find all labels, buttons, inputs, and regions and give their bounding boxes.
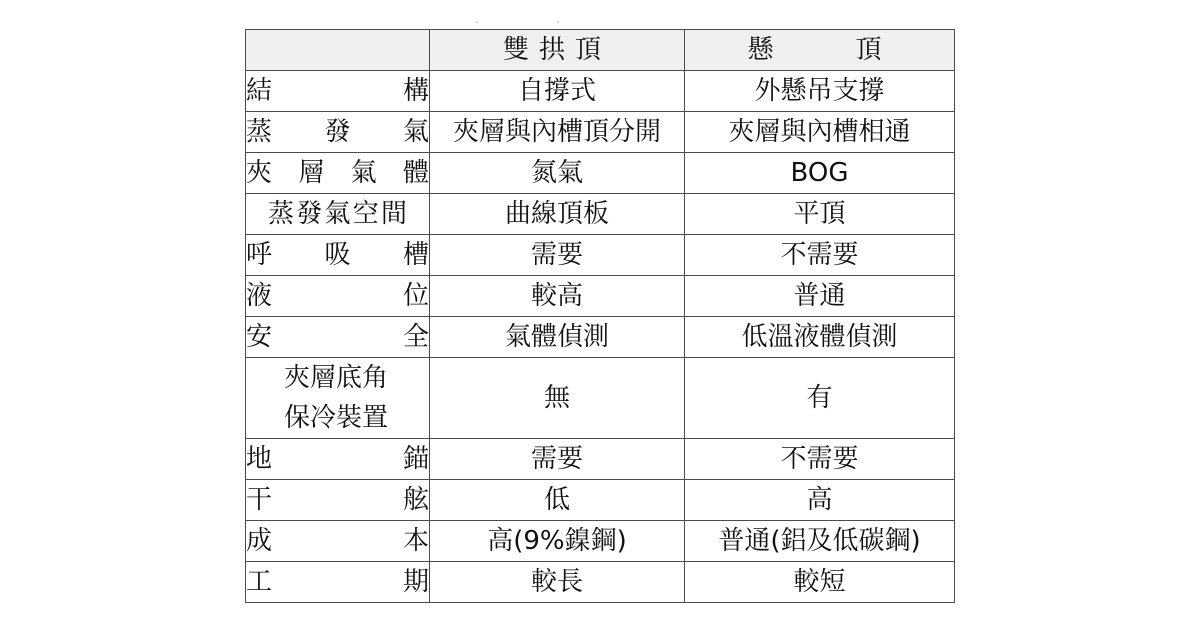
row-label: 蒸 發 氣	[246, 112, 430, 153]
cell-suspended-deck: 不需要	[685, 439, 955, 480]
table-row	[246, 71, 955, 112]
scan-dot	[557, 21, 559, 23]
cell-double-dome: 曲線頂板	[430, 194, 685, 235]
header-double-dome: 雙拱頂	[430, 30, 685, 71]
cell-double-dome: 較高	[430, 276, 685, 317]
cell-double-dome: 氣體偵測	[430, 317, 685, 358]
row-label: 地 錨	[246, 439, 430, 480]
cell-suspended-deck: 普通(鋁及低碳鋼)	[685, 521, 955, 562]
cell-suspended-deck: 外懸吊支撐	[685, 71, 955, 112]
table-row	[246, 194, 955, 235]
row-label-line: 保冷裝置	[284, 403, 389, 433]
cell-double-dome: 無	[430, 358, 685, 439]
cell-suspended-deck: 夾層與內槽相通	[685, 112, 955, 153]
header-row	[246, 30, 955, 71]
row-label-line: 夾層底角	[284, 363, 389, 393]
header-suspended-deck: 懸 頂	[685, 30, 955, 71]
row-label: 工 期	[246, 562, 430, 603]
row-label: 蒸發氣空間	[246, 194, 430, 235]
scan-dot	[476, 21, 478, 23]
table-row	[246, 439, 955, 480]
cell-suspended-deck: 普通	[685, 276, 955, 317]
table-row	[246, 358, 955, 439]
header-blank-cell	[246, 30, 430, 71]
cell-suspended-deck: 有	[685, 358, 955, 439]
table-row	[246, 276, 955, 317]
cell-suspended-deck: 低溫液體偵測	[685, 317, 955, 358]
cell-suspended-deck: 平頂	[685, 194, 955, 235]
cell-double-dome: 低	[430, 480, 685, 521]
cell-double-dome: 較長	[430, 562, 685, 603]
row-label: 液 位	[246, 276, 430, 317]
row-label: 夾層氣體	[246, 153, 430, 194]
cell-double-dome: 需要	[430, 235, 685, 276]
row-label	[246, 358, 430, 439]
table-row	[246, 317, 955, 358]
cell-double-dome: 夾層與內槽頂分開	[430, 112, 685, 153]
comparison-table	[245, 29, 955, 603]
cell-suspended-deck: 較短	[685, 562, 955, 603]
row-label: 呼 吸 槽	[246, 235, 430, 276]
row-label: 干 舷	[246, 480, 430, 521]
cell-suspended-deck: 不需要	[685, 235, 955, 276]
cell-suspended-deck: 高	[685, 480, 955, 521]
row-label: 結 構	[246, 71, 430, 112]
row-label: 安 全	[246, 317, 430, 358]
table-row	[246, 235, 955, 276]
table-row	[246, 112, 955, 153]
cell-suspended-deck: BOG	[685, 153, 955, 194]
cell-double-dome: 氮氣	[430, 153, 685, 194]
table-row	[246, 480, 955, 521]
table-row	[246, 562, 955, 603]
row-label: 成 本	[246, 521, 430, 562]
table-row	[246, 521, 955, 562]
cell-double-dome: 需要	[430, 439, 685, 480]
cell-double-dome: 高(9%鎳鋼)	[430, 521, 685, 562]
cell-double-dome: 自撐式	[430, 71, 685, 112]
table-row	[246, 153, 955, 194]
